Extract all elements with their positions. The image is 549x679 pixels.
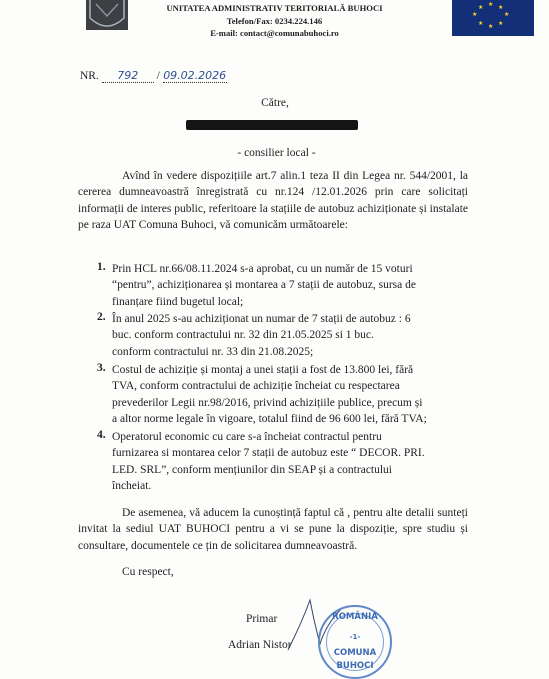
svg-text:★: ★ [498, 20, 504, 27]
item-number: 3. [97, 362, 106, 374]
svg-text:★: ★ [488, 1, 494, 8]
eu-flag-icon [452, 0, 534, 36]
svg-text:★: ★ [504, 11, 510, 18]
phone-fax: Telefon/Fax: 0234.224.146 [226, 16, 323, 26]
list-item: Costul de achiziție și montaj a unei stații a fost de 13.800 lei, fără TVA, conform contractului de achiziție încheiat cu respectarea prevederilor Legii nr.98/2016, privind achizițiile publice, precum și a altor norme legale în vigoare, totalul fiind de 96 600 lei, fără TVA; [112, 364, 427, 425]
intro-paragraph: Avînd în vedere dispozițiile art.7 alin.1 teza II din Legea nr. 544/2001, la cererea dumneavoastră înregistrată cu nr.124 /12.01.2026 prin care solicitați informații de interes public, referitoare la stațiile de autobuz achiziționate și instalate pe raza UAT Comuna Buhoci, vă comunicăm următoarele: [78, 170, 468, 231]
list-item: Operatorul economic cu care s-a încheiat contractul pentru furnizarea si montarea celor 7 stații de autobuz este “ DECOR. PRI. LED. SRL”, conform mențiunilor din SEAP și a contractului încheiat. [112, 431, 425, 492]
redacted-name [186, 120, 358, 130]
addressee-role: - consilier local - [237, 147, 316, 159]
signature-title: Primar [246, 613, 278, 625]
list-item: Prin HCL nr.66/08.11.2024 s-a aprobat, cu un număr de 15 voturi “pentru”, achiziționarea și montarea a 7 stații de autobuz, sursa de finanțare fiind bugetul local; [112, 263, 416, 308]
stamp-text: COMUNA [333, 648, 377, 658]
regards: Cu respect, [122, 566, 174, 578]
svg-text:★: ★ [472, 11, 478, 18]
svg-text:★: ★ [488, 23, 494, 30]
closing-paragraph: De asemenea, vă aducem la cunoștință faptul că , pentru alte detalii sunteți invitat la sediul UAT BUHOCI pentru a vi se pune la dispoziție, spre studiu și consultare, documentele ce țin de solicitarea dumneavoastră. [78, 507, 468, 552]
item-number: 4. [97, 429, 106, 441]
svg-text:★: ★ [498, 4, 504, 11]
registration-no-handwritten: 792 [117, 69, 139, 82]
list-item: În anul 2025 s-au achiziționat un numar de 7 stații de autobuz : 6 buc. conform contractului nr. 32 din 21.05.2025 si 1 buc. conform contractului nr. 33 din 21.08.2025; [112, 313, 411, 358]
svg-text:★: ★ [478, 4, 484, 11]
svg-text:★: ★ [478, 20, 484, 27]
signature-name: Adrian Nistor [228, 639, 292, 651]
item-number: 2. [97, 311, 106, 323]
greeting: Către, [261, 97, 289, 109]
stamp-text: -1- [349, 633, 361, 641]
registration-number: NR. 792 / 09.02.2026 [80, 69, 227, 82]
email-address: E-mail: contact@comunabuhoci.ro [210, 28, 339, 38]
stamp-text: ROMÂNIA [332, 612, 378, 622]
institution-name: UNITATEA ADMINISTRATIV TERITORIALĂ BUHOCI [166, 3, 383, 13]
item-number: 1. [97, 261, 106, 273]
stamp-text: BUHOCI [336, 661, 374, 671]
registration-date-handwritten: 09.02.2026 [163, 69, 227, 82]
